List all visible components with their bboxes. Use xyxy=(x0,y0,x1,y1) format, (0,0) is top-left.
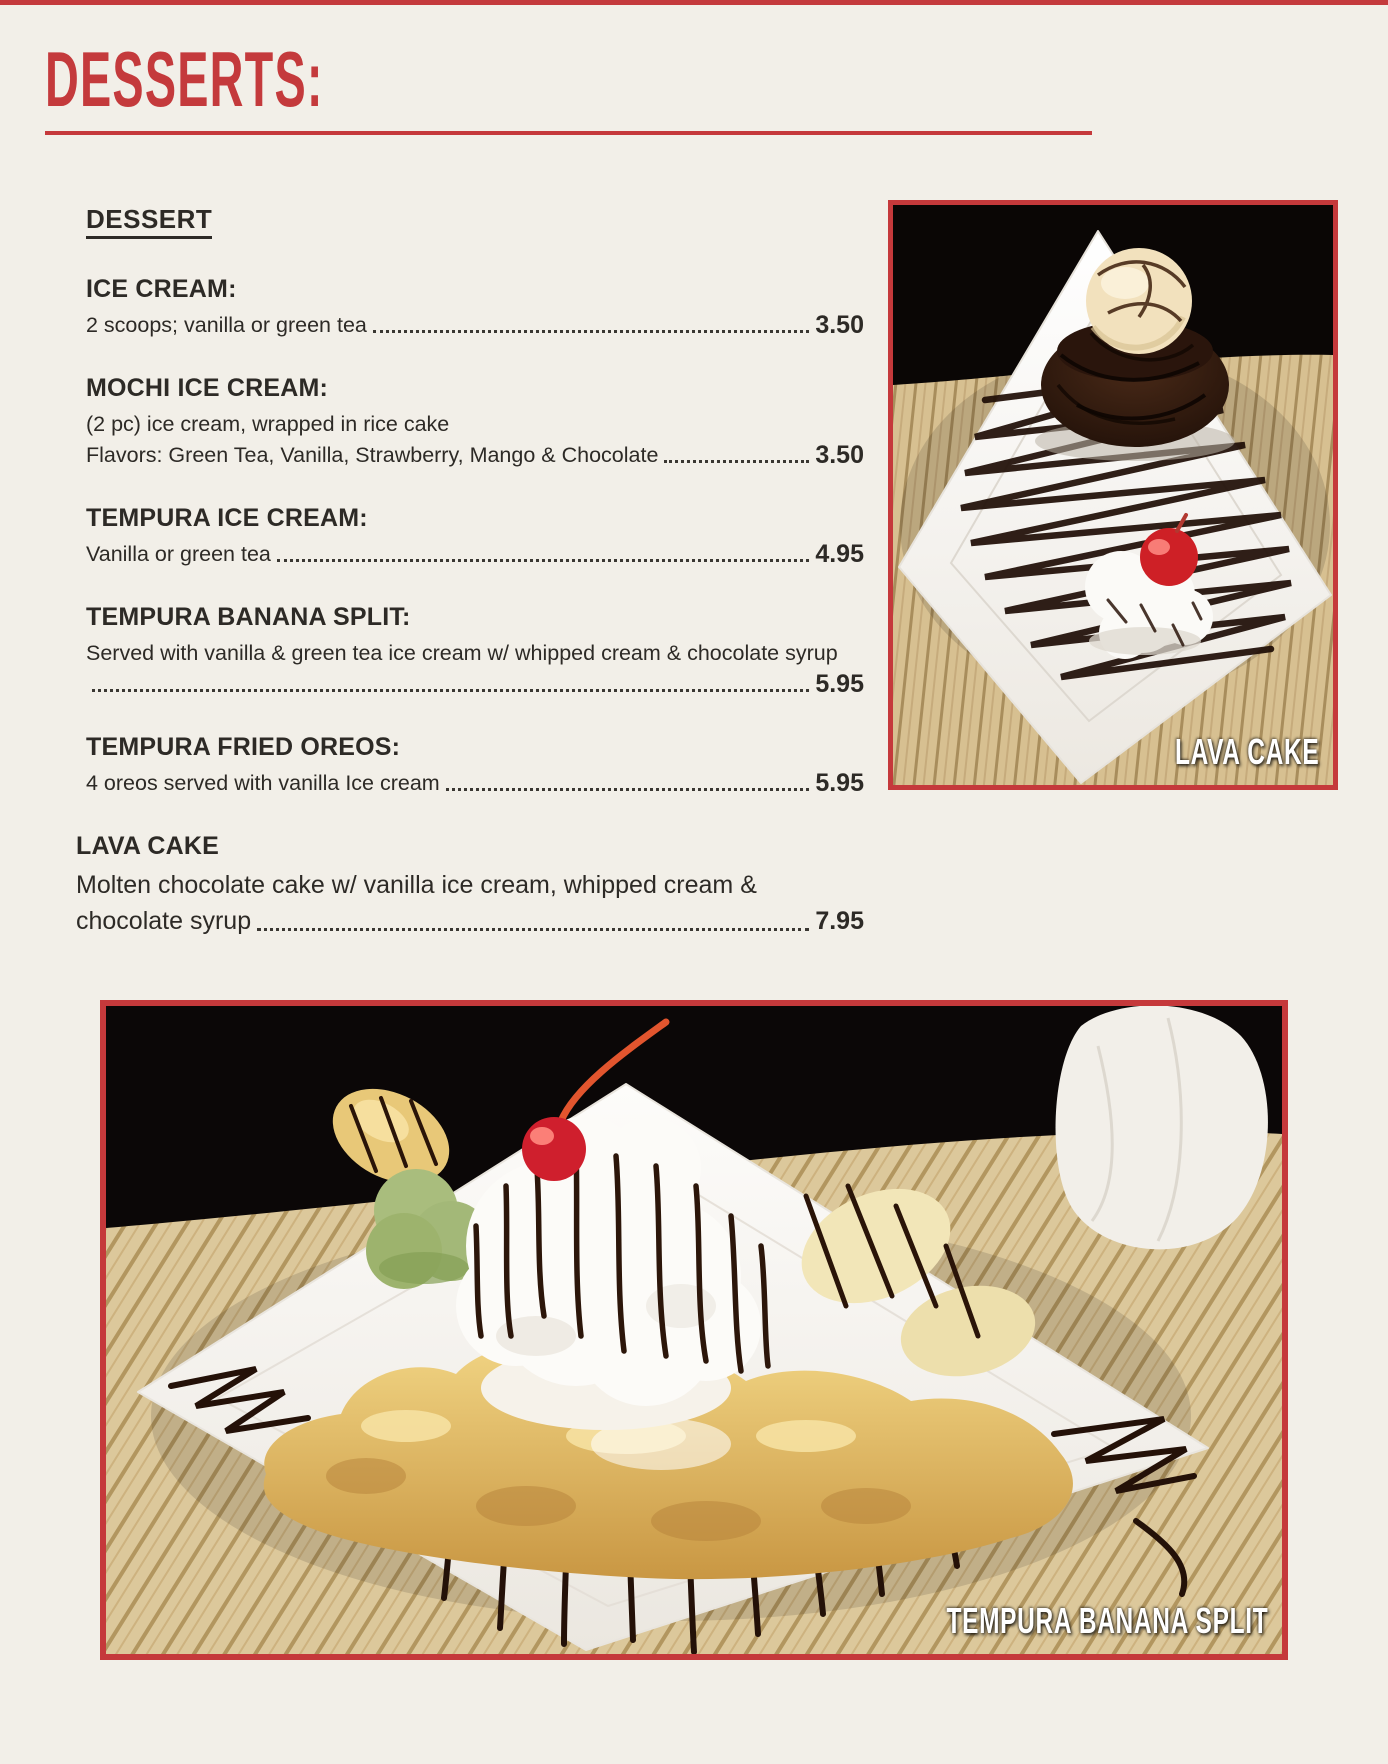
vanilla-ice-cream-scoop xyxy=(1086,248,1192,354)
menu-item xyxy=(86,603,864,700)
menu-item-line xyxy=(76,867,864,903)
lava-cake-photo-illustration xyxy=(893,205,1333,785)
menu-item-price: 4.95 xyxy=(815,540,864,568)
menu-item-description: 4 oreos served with vanilla Ice cream xyxy=(86,771,440,795)
dotted-leader xyxy=(257,928,809,931)
menu-item-description: Flavors: Green Tea, Vanilla, Strawberry, Mango & Chocolate xyxy=(86,443,659,467)
menu-item xyxy=(86,275,864,341)
banana-split-photo xyxy=(100,1000,1288,1660)
menu-item-price: 3.50 xyxy=(815,441,864,469)
menu-item-price: 5.95 xyxy=(815,670,864,698)
menu-item xyxy=(76,832,864,939)
lava-cake-caption: LAVA CAKE xyxy=(1174,731,1319,772)
menu-item xyxy=(86,504,864,570)
lava-cake-photo xyxy=(888,200,1338,790)
dotted-leader xyxy=(277,559,809,562)
banana-split-caption: TEMPURA BANANA SPLIT xyxy=(946,1600,1268,1641)
menu-item-name: TEMPURA BANANA SPLIT: xyxy=(86,603,411,631)
title-rule-divider xyxy=(45,131,1092,135)
menu-item-description: Served with vanilla & green tea ice cream w/ whipped cream & chocolate syrup xyxy=(86,641,838,665)
menu-column xyxy=(76,204,864,972)
menu-item-name: MOCHI ICE CREAM: xyxy=(86,374,329,402)
menu-list xyxy=(76,275,864,939)
dotted-leader xyxy=(446,788,810,791)
menu-item-description: 2 scoops; vanilla or green tea xyxy=(86,313,367,337)
menu-item-price: 5.95 xyxy=(815,769,864,797)
menu-item-name: LAVA CAKE xyxy=(76,832,219,860)
banana-split-photo-illustration xyxy=(106,1006,1282,1654)
menu-item-price: 7.95 xyxy=(815,907,864,935)
menu-item-line xyxy=(86,669,864,700)
menu-item-description: Vanilla or green tea xyxy=(86,542,271,566)
menu-item-line xyxy=(76,903,864,939)
menu-item-line xyxy=(86,638,864,669)
dotted-leader xyxy=(92,689,809,692)
menu-item-line xyxy=(86,409,864,440)
menu-item-line xyxy=(86,440,864,471)
menu-item xyxy=(86,733,864,799)
menu-item-line xyxy=(86,310,864,341)
menu-item-description: Molten chocolate cake w/ vanilla ice cream, whipped cream & xyxy=(76,871,757,899)
page-title: DESSERTS: xyxy=(45,35,324,123)
menu-item-line xyxy=(86,768,864,799)
page-top-red-strip xyxy=(0,0,1388,5)
menu-item-name: TEMPURA ICE CREAM: xyxy=(86,504,368,532)
menu-item xyxy=(86,374,864,471)
menu-item-line xyxy=(86,539,864,570)
dotted-leader xyxy=(664,460,809,463)
menu-item-description: chocolate syrup xyxy=(76,907,252,935)
menu-item-name: TEMPURA FRIED OREOS: xyxy=(86,733,401,761)
menu-item-name: ICE CREAM: xyxy=(86,275,237,303)
napkin xyxy=(1056,1006,1268,1249)
menu-item-description: (2 pc) ice cream, wrapped in rice cake xyxy=(86,412,450,436)
menu-item-price: 3.50 xyxy=(815,311,864,339)
dotted-leader xyxy=(373,330,809,333)
section-heading: DESSERT xyxy=(86,204,212,239)
